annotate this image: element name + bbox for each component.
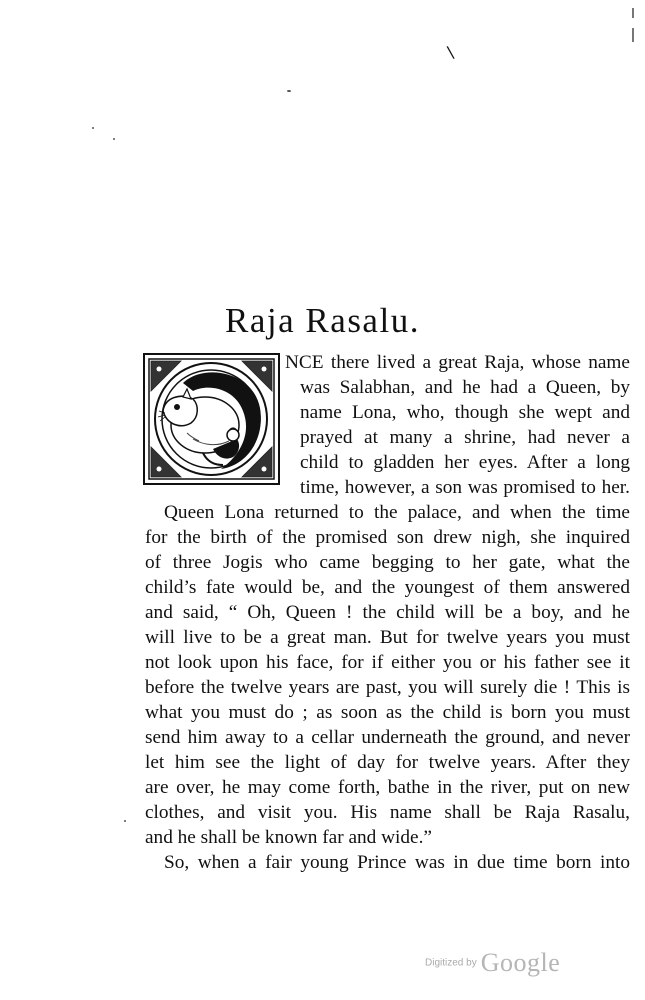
chapter-title: Raja Rasalu. <box>225 301 420 341</box>
edge-mark <box>632 8 634 18</box>
text-line: send him away to a cellar underneath the ground, and never <box>145 727 630 748</box>
text-line: what you must do ; as soon as the child is born you must <box>145 702 630 723</box>
text-line: not look upon his face, for if either you or his father see it <box>145 652 630 673</box>
text-line: and he shall be known far and wide.” <box>145 827 432 848</box>
text-line: prayed at many a shrine, had never a <box>300 427 630 448</box>
digitized-by-google-watermark <box>425 948 560 978</box>
text-line: let him see the light of day for twelve years. After they <box>145 752 630 773</box>
speck <box>287 90 291 92</box>
speck <box>124 820 126 822</box>
text-line: will live to be a great man. But for twelve years you must <box>145 627 630 648</box>
text-line: Queen Lona returned to the palace, and when the time <box>164 502 630 523</box>
text-line: before the twelve years are past, you will surely die ! This is <box>145 677 630 698</box>
speck <box>113 138 115 140</box>
page-mark: \ <box>446 41 456 65</box>
text-line: So, when a fair young Prince was in due time born into <box>164 852 630 873</box>
digitized-label: Digitized by <box>425 957 477 969</box>
text-line: child’s fate would be, and the youngest of them answered <box>145 577 630 598</box>
text-line: and said, “ Oh, Queen ! the child will be a boy, and he <box>145 602 630 623</box>
text-line: time, however, a son was promised to her. <box>300 477 630 498</box>
squirrel-illustration <box>143 353 280 485</box>
text-line: of three Jogis who came begging to her gate, what the <box>145 552 630 573</box>
text-line: NCE there lived a great Raja, whose name <box>285 352 630 373</box>
text-line: for the birth of the promised son drew nigh, she inquired <box>145 527 630 548</box>
text-line: name Lona, who, though she wept and <box>300 402 630 423</box>
text-line: are over, he may come forth, bathe in the river, put on new <box>145 777 630 798</box>
edge-mark <box>632 28 634 42</box>
google-logo: Google <box>480 948 561 977</box>
speck <box>92 127 94 129</box>
text-line: child to gladden her eyes. After a long <box>300 452 630 473</box>
decorated-initial-o <box>143 353 280 485</box>
text-line: was Salabhan, and he had a Queen, by <box>300 377 630 398</box>
text-line: clothes, and visit you. His name shall be Raja Rasalu, <box>145 802 630 823</box>
